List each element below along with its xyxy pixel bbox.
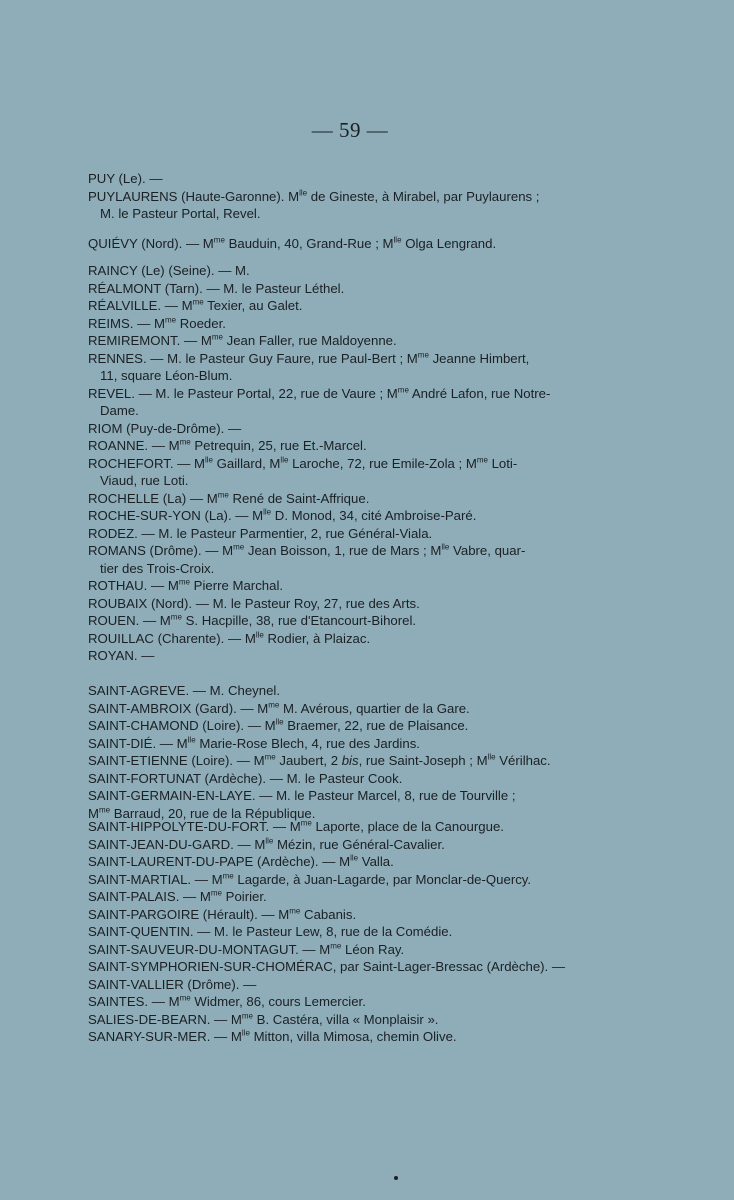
title-superscript: me [233, 542, 245, 552]
title-superscript: lle [187, 735, 196, 745]
directory-entry: PUYLAURENS (Haute-Garonne). $M^{lle}$ de Gineste, à Mirabel, par Puylaurens ; M. le Pasteur Portal, Revel. [88, 188, 613, 223]
directory-entry: SAINT-ETIENNE (Loire). — $M^{me}$ Jaubert, 2 bis, rue Saint-Joseph ; $M^{lle}$ Vérilhac. [88, 752, 551, 768]
entry-continuation: Dame. [100, 403, 139, 418]
directory-entry: RÉALMONT (Tarn). — M. le Pasteur Léthel. [88, 280, 345, 296]
title-superscript: me [179, 437, 191, 447]
title-superscript: me [397, 385, 409, 395]
directory-entry: SAINT-HIPPOLYTE-DU-FORT. — $M^{me}$ Laporte, place de la Canourgue. [88, 818, 504, 834]
title-superscript: me [213, 235, 225, 245]
title-superscript: lle [487, 752, 496, 762]
directory-entry: SAINTES. — $M^{me}$ Widmer, 86, cours Lemercier. [88, 993, 366, 1009]
directory-entry: SAINT-SYMPHORIEN-SUR-CHOMÉRAC, par Saint-Lager-Bressac (Ardèche). — [88, 959, 566, 974]
title-superscript: me [330, 941, 342, 951]
directory-entry: SAINT-LAURENT-DU-PAPE (Ardèche). — $M^{lle}$ Valla. [88, 853, 394, 869]
title-superscript: lle [299, 188, 308, 198]
directory-entry: SAINT-FORTUNAT (Ardèche). — M. le Pasteur Cook. [88, 770, 403, 786]
directory-entry: ROUEN. — $M^{me}$ S. Hacpille, 38, rue d'Etancourt-Bihorel. [88, 612, 417, 628]
entry-continuation: Viaud, rue Loti. [100, 473, 189, 488]
title-superscript: lle [275, 717, 284, 727]
italic-text: bis [341, 753, 359, 768]
entry-continuation: M. le Pasteur Portal, Revel. [100, 206, 261, 221]
directory-entry: RIOM (Puy-de-Drôme). — [88, 420, 242, 436]
directory-entry: SAINT-CHAMOND (Loire). — $M^{lle}$ Braemer, 22, rue de Plaisance. [88, 717, 469, 733]
title-superscript: lle [350, 853, 359, 863]
directory-entry: SAINT-VALLIER (Drôme). — [88, 976, 257, 992]
title-superscript: me [300, 818, 312, 828]
directory-entry: RÉALVILLE. — $M^{me}$ Texier, au Galet. [88, 297, 303, 313]
title-superscript: lle [263, 507, 272, 517]
directory-entry: RAINCY (Le) (Seine). — M. [88, 263, 250, 278]
directory-section [88, 818, 613, 1046]
title-superscript: me [217, 490, 229, 500]
directory-entry: SAINT-AMBROIX (Gard). — $M^{me}$ M. Avérous, quartier de la Gare. [88, 700, 470, 716]
directory-entry: PUY (Le). — [88, 171, 163, 186]
title-superscript: lle [393, 235, 402, 245]
title-superscript: lle [255, 630, 264, 640]
directory-entry: SAINT-JEAN-DU-GARD. — $M^{lle}$ Mézin, rue Général-Cavalier. [88, 836, 445, 852]
title-superscript: me [289, 906, 301, 916]
directory-entry: ROTHAU. — $M^{me}$ Pierre Marchal. [88, 577, 284, 593]
directory-entry: ROUBAIX (Nord). — M. le Pasteur Roy, 27, rue des Arts. [88, 595, 420, 611]
title-superscript: me [210, 888, 222, 898]
directory-entry: SAINT-QUENTIN. — M. le Pasteur Lew, 8, rue de la Comédie. [88, 924, 453, 939]
title-superscript: me [178, 577, 190, 587]
entry-continuation: $M^{me}$ Barraud, 20, rue de la République. [88, 805, 316, 821]
title-superscript: lle [280, 455, 289, 465]
directory-entry: SAINT-PARGOIRE (Hérault). — $M^{me}$ Cabanis. [88, 906, 357, 922]
title-superscript: me [222, 871, 234, 881]
title-superscript: me [241, 1011, 254, 1021]
directory-entry: ROCHEFORT. — $M^{lle}$ Gaillard, $M^{lle}$ Laroche, 72, rue Emile-Zola ; $M^{me}$ Loti- Viaud, rue Loti. [88, 455, 613, 490]
directory-entry: SANARY-SUR-MER. — $M^{lle}$ Mitton, villa Mimosa, chemin Olive. [88, 1028, 457, 1044]
print-speck [394, 1176, 398, 1180]
directory-entry: SALIES-DE-BEARN. — $M^{me}$ B. Castéra, villa « Monplaisir ». [88, 1011, 439, 1027]
directory-entry: SAINT-MARTIAL. — $M^{me}$ Lagarde, à Juan-Lagarde, par Monclar-de-Quercy. [88, 871, 532, 887]
directory-entry: ROCHE-SUR-YON (La). — $M^{lle}$ D. Monod, 34, cité Ambroise-Paré. [88, 507, 477, 523]
title-superscript: me [268, 700, 280, 710]
directory-entry: RODEZ. — M. le Pasteur Parmentier, 2, rue Général-Viala. [88, 525, 433, 541]
title-superscript: me [211, 332, 223, 342]
title-superscript: me [179, 993, 191, 1003]
directory-entry: SAINT-SAUVEUR-DU-MONTAGUT. — $M^{me}$ Léon Ray. [88, 941, 405, 957]
title-superscript: lle [265, 836, 274, 846]
title-superscript: me [170, 612, 182, 622]
title-superscript: lle [241, 1028, 250, 1038]
title-superscript: lle [441, 542, 450, 552]
directory-entry: REIMS. — $M^{me}$ Roeder. [88, 315, 226, 331]
directory-entry: REVEL. — M. le Pasteur Portal, 22, rue de Vaure ; $M^{me}$ André Lafon, rue Notre- Dame. [88, 385, 613, 420]
directory-entry: ROMANS (Drôme). — $M^{me}$ Jean Boisson, 1, rue de Mars ; $M^{lle}$ Vabre, quar- tier des Trois-Croix. [88, 542, 613, 577]
directory-entry: ROUILLAC (Charente). — $M^{lle}$ Rodier, à Plaizac. [88, 630, 371, 646]
directory-entry: ROANNE. — $M^{me}$ Petrequin, 25, rue Et.-Marcel. [88, 437, 367, 453]
page-number: — 59 — [311, 118, 389, 142]
title-superscript: me [264, 752, 276, 762]
directory-entry: RENNES. — M. le Pasteur Guy Faure, rue Paul-Bert ; $M^{me}$ Jeanne Himbert, 11, square Léon-Blum. [88, 350, 613, 385]
directory-section [88, 170, 613, 252]
title-superscript: me [476, 455, 488, 465]
title-superscript: me [164, 315, 177, 325]
title-superscript: me [99, 805, 111, 815]
directory-entry: SAINT-AGREVE. — M. Cheynel. [88, 683, 281, 698]
directory-entry: SAINT-GERMAIN-EN-LAYE. — M. le Pasteur Marcel, 8, rue de Tourville ; $M^{me}$ Barraud, 20, rue de la République. [88, 787, 613, 822]
directory-entry: QUIÉVY (Nord). — $M^{me}$ Bauduin, 40, Grand-Rue ; $M^{lle}$ Olga Lengrand. [88, 235, 497, 251]
title-superscript: lle [204, 455, 213, 465]
entry-continuation: tier des Trois-Croix. [100, 560, 215, 576]
title-superscript: me [417, 350, 429, 360]
directory-entry: SAINT-PALAIS. — $M^{me}$ Poirier. [88, 888, 267, 904]
directory-entry: REMIREMONT. — $M^{me}$ Jean Faller, rue Maldoyenne. [88, 332, 397, 348]
directory-section [88, 262, 613, 665]
directory-entry: ROCHELLE (La) — $M^{me}$ René de Saint-Affrique. [88, 490, 370, 506]
title-superscript: me [192, 297, 204, 307]
directory-entry: SAINT-DIÉ. — $M^{lle}$ Marie-Rose Blech, 4, rue des Jardins. [88, 735, 420, 751]
directory-section [88, 682, 613, 822]
directory-entry: ROYAN. — [88, 648, 155, 663]
entry-continuation: 11, square Léon-Blum. [100, 368, 233, 383]
